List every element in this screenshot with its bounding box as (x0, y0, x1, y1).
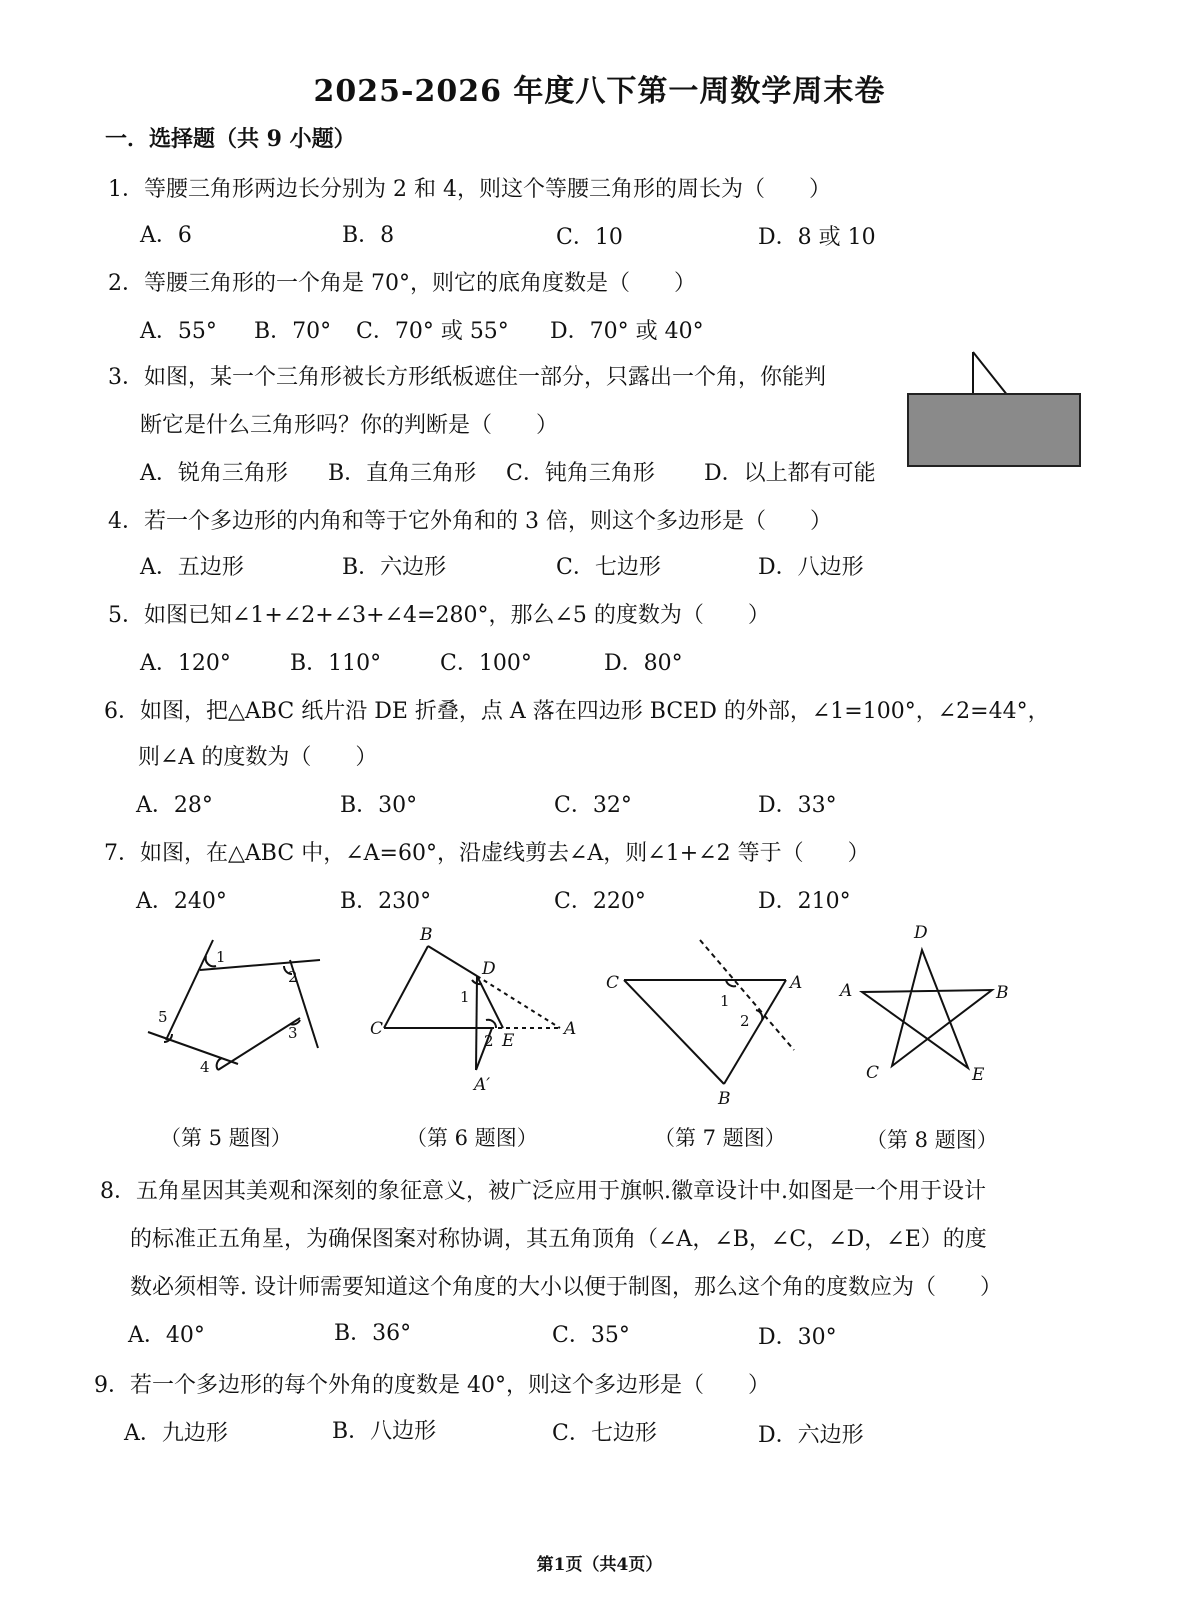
question-9: 9．若一个多边形的每个外角的度数是 40°，则这个多边形是（ ） (94, 1373, 770, 1398)
fig6-label: D (482, 959, 496, 979)
q3-option-b: B．直角三角形 (328, 461, 477, 486)
q9-option-a: A．九边形 (124, 1421, 228, 1446)
figures-row (0, 918, 1199, 1118)
fig5-label: 1 (216, 948, 226, 966)
q5-option-c: C．100° (440, 651, 532, 676)
caption-fig7: （第 7 题图） (654, 1126, 786, 1150)
figure-6 (384, 946, 560, 1070)
q8-option-a: A．40° (128, 1323, 205, 1348)
fig8-label: A (840, 981, 853, 1001)
fig6-label: 1 (460, 988, 470, 1006)
fig6-label: B (420, 925, 433, 945)
question-8-line-2: 的标准正五角星，为确保图案对称协调，其五角顶角（∠A，∠B，∠C，∠D，∠E）的度 (130, 1227, 987, 1252)
fig8-label: C (866, 1063, 880, 1083)
figure-8 (862, 950, 992, 1068)
fig6-angle-arc (486, 1020, 496, 1028)
q7-option-a: A．240° (136, 889, 227, 914)
question-4: 4．若一个多边形的内角和等于它外角和的 3 倍，则这个多边形是（ ） (108, 509, 832, 534)
fig6-line (476, 976, 477, 1070)
fig5-label: 3 (288, 1024, 298, 1042)
section-heading: 一．选择题（共 9 小题） (105, 126, 356, 152)
fig6-line (384, 946, 428, 1028)
fig7-line (724, 980, 786, 1084)
q4-option-d: D．八边形 (758, 555, 864, 580)
fig6-label: 2 (484, 1032, 494, 1050)
question-6-line-1: 6．如图，把△ABC 纸片沿 DE 折叠，点 A 落在四边形 BCED 的外部，∠1=100°，∠2=44°， (104, 699, 1050, 724)
fig7-label: C (606, 973, 620, 993)
fig5-label: 2 (288, 968, 298, 986)
fig8-label: D (914, 923, 928, 943)
question-2: 2．等腰三角形的一个角是 70°，则它的底角度数是（ ） (108, 271, 696, 296)
q5-option-b: B．110° (290, 651, 382, 676)
question-8-line-3: 数必须相等. 设计师需要知道这个角度的大小以便于制图，那么这个角的度数应为（ ） (130, 1275, 1002, 1300)
caption-fig5: （第 5 题图） (160, 1126, 292, 1150)
question-5: 5．如图已知∠1+∠2+∠3+∠4=280°，那么∠5 的度数为（ ） (108, 603, 770, 628)
figure-5 (148, 940, 320, 1070)
fig5-line (166, 940, 213, 1040)
fig7-label: B (718, 1089, 731, 1109)
q8-option-b: B．36° (334, 1321, 412, 1346)
q1-option-b: B．8 (342, 223, 395, 248)
fig6-label: A (564, 1019, 577, 1039)
q1-option-d: D．8 或 10 (758, 225, 876, 250)
q3-option-d: D．以上都有可能 (704, 461, 876, 486)
q8-option-c: C．35° (552, 1323, 630, 1348)
fig6-line (428, 946, 477, 976)
q6-option-c: C．32° (554, 793, 632, 818)
q1-option-c: C．10 (556, 225, 623, 250)
caption-fig6: （第 6 题图） (406, 1126, 538, 1150)
q2-option-c: C．70° 或 55° (356, 319, 509, 344)
fig8-star (862, 950, 992, 1068)
q6-option-a: A．28° (136, 793, 213, 818)
q9-option-c: C．七边形 (552, 1421, 657, 1446)
page-title: 2025-2026 年度八下第一周数学周末卷 (313, 74, 886, 109)
q3-triangle-side (973, 352, 1008, 396)
fig7-label: 1 (720, 992, 730, 1010)
q3-option-a: A．锐角三角形 (140, 461, 288, 486)
q7-option-d: D．210° (758, 889, 851, 914)
question-6-line-2: 则∠A 的度数为（ ） (138, 745, 378, 770)
question-3-line-1: 3．如图，某一个三角形被长方形纸板遮住一部分，只露出一个角，你能判 (108, 365, 826, 390)
fig8-label: E (972, 1065, 985, 1085)
q3-option-c: C．钝角三角形 (506, 461, 655, 486)
fig7-cut-line (700, 940, 794, 1050)
q7-option-c: C．220° (554, 889, 646, 914)
q9-option-d: D．六边形 (758, 1423, 864, 1448)
q2-option-d: D．70° 或 40° (550, 319, 704, 344)
fig8-label: B (996, 983, 1009, 1003)
fig5-line (148, 1032, 238, 1064)
q6-option-b: B．30° (340, 793, 418, 818)
q4-option-b: B．六边形 (342, 555, 447, 580)
fig5-label: 4 (200, 1058, 210, 1076)
caption-fig8: （第 8 题图） (866, 1128, 998, 1152)
question-3-line-2: 断它是什么三角形吗？你的判断是（ ） (140, 413, 559, 438)
q5-option-a: A．120° (140, 651, 231, 676)
q9-option-b: B．八边形 (332, 1419, 437, 1444)
fig7-label: 2 (740, 1012, 750, 1030)
fig7-label: A (790, 973, 803, 993)
fig5-angle-arc (206, 956, 216, 966)
q5-option-d: D．80° (604, 651, 683, 676)
figure-7 (624, 940, 794, 1084)
q8-option-d: D．30° (758, 1325, 837, 1350)
question-7: 7．如图，在△ABC 中，∠A=60°，沿虚线剪去∠A，则∠1+∠2 等于（ ） (104, 841, 870, 866)
question-8-line-1: 8．五角星因其美观和深刻的象征意义，被广泛应用于旗帜.徽章设计中.如图是一个用于设计 (100, 1179, 986, 1204)
fig7-line (624, 980, 724, 1084)
fig5-label: 5 (158, 1008, 168, 1026)
q2-option-b: B．70° (254, 319, 332, 344)
q4-option-c: C．七边形 (556, 555, 661, 580)
q7-option-b: B．230° (340, 889, 432, 914)
page-footer: 第1页（共4页） (536, 1555, 663, 1575)
q3-cardboard (908, 394, 1080, 466)
q2-option-a: A．55° (140, 319, 217, 344)
fig6-label: E (502, 1031, 515, 1051)
q6-option-d: D．33° (758, 793, 837, 818)
fig6-label: A′ (474, 1075, 491, 1095)
q4-option-a: A．五边形 (140, 555, 244, 580)
q3-figure (900, 348, 1090, 473)
q1-option-a: A．6 (140, 223, 192, 248)
fig6-label: C (370, 1019, 384, 1039)
question-1: 1．等腰三角形两边长分别为 2 和 4，则这个等腰三角形的周长为（ ） (108, 177, 831, 202)
